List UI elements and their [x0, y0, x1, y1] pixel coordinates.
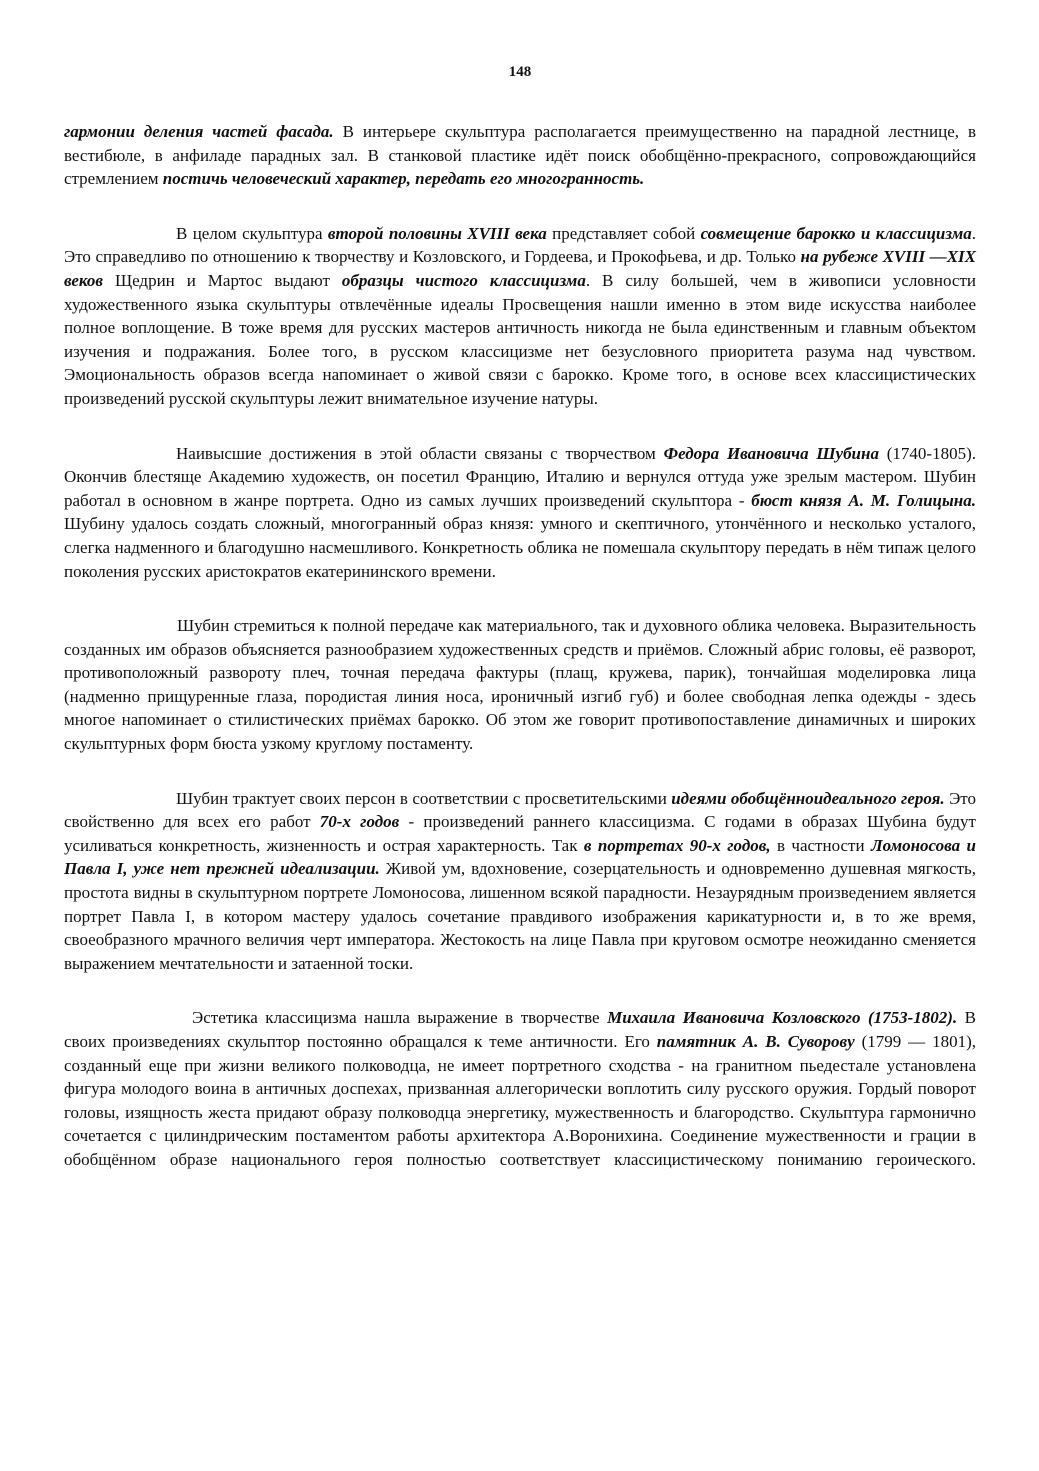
paragraph: [64, 1006, 976, 1171]
text-run: . Это справедливо по отношению к творчеству и Козловского, и Гордеева, и Прокофьева, и др. Только: [64, 223, 976, 267]
emphasized-text: идеями обобщённоидеального героя.: [671, 788, 945, 808]
text-run: Шубину удалось создать сложный, многогранный образ князя: умного и скептичного, утончённого и несколько усталого, слегка надменного и благодушно насмешливого. Конкретность облика не помешала скульптору передать в нём типаж целого поколения русских аристократов екатерининского времени.: [64, 514, 976, 581]
text-run: В целом скульптура: [176, 223, 328, 243]
text-run: В своих произведениях скульптор постоянно обращался к теме античности. Его: [64, 1008, 977, 1051]
paragraph: [64, 442, 976, 584]
emphasized-text: постичь человеческий характер, передать его многогранность.: [162, 169, 645, 189]
body-text: [64, 120, 976, 1172]
text-run: - произведений раннего классицизма. С годами в образах Шубина будут усиливаться конкретность, жизненность и острая характерность. Так: [64, 812, 976, 855]
emphasized-text: памятник А. В. Суворову: [656, 1032, 855, 1051]
emphasized-text: Федора Ивановича Шубина: [663, 443, 879, 463]
page-number: 148: [508, 64, 532, 80]
text-run: (1740-1805). Окончив блестяще Академию художеств, он посетил Францию, Италию и вернулся оттуда уже зрелым мастером. Шубин работал в основном в жанре портрета. Одно из самых лучших произведений скульптора -: [64, 443, 977, 510]
paragraph: [64, 614, 976, 756]
text-run: (1799 — 1801), созданный еще при жизни великого полководца, не имеет портретного сходства - на гранитном пьедестале установлена фигура молодого воина в античных доспехах, призванная аллегорически воплотить силу русского оружия. Гордый поворот головы, изящность жеста придают образу полководца энергетику, мужественность и благородство. Скульптура гармонично сочетается с цилиндрическим постаментом работы архитектора А.Воронихина. Соединение мужественности и грации в обобщённом образе национального героя полностью соответствует классицистическому пониманию героического.: [64, 1032, 977, 1169]
emphasized-text: образцы чистого классицизма: [341, 270, 586, 290]
emphasized-text: в портретах 90-х годов,: [583, 835, 771, 855]
text-run: В интерьере скульптура располагается преимущественно на парадной лестнице, в вестибюле, в анфиладе парадных зал. В станковой пластике идёт поиск обобщённо-прекрасного, сопровождающийся стремлением: [64, 122, 976, 189]
document-page: [64, 62, 976, 1203]
text-run: представляет собой: [546, 223, 701, 243]
emphasized-text: совмещение барокко и классицизма: [700, 223, 972, 243]
paragraph: [64, 222, 976, 411]
emphasized-text: второй половины XVIII века: [327, 223, 547, 243]
emphasized-text: Ломоносова и Павла I, уже нет прежней идеализации.: [64, 835, 976, 879]
text-run: Шубин стремиться к полной передаче как материального, так и духовного облика человека. Выразительность созданных им образов объясняется разнообразием художественных средств и приёмов. Сложный абрис головы, её разворот, противоположный развороту плеч, точная передача фактуры (плащ, кружева, парик), тончайшая моделировка лица (надменно прищуренные глаза, породистая линия носа, ироничный изгиб губ) и более свободная лепка одежды - здесь многое напоминает о стилистических приёмах барокко. Об этом же говорит противопоставление динамичных и широких скульптурных форм бюста узкому круглому постаменту.: [64, 616, 976, 754]
emphasized-text: 70-х годов: [319, 812, 400, 832]
emphasized-text: бюст князя А. М. Голицына.: [751, 490, 976, 510]
paragraph: [64, 787, 976, 976]
text-run: Наивысшие достижения в этой области связаны с творчеством: [176, 443, 664, 463]
emphasized-text: Михаила Ивановича Козловского (1753-1802).: [607, 1008, 958, 1028]
emphasized-text: на рубеже XVIII —XIX веков: [64, 247, 976, 290]
text-run: Эстетика классицизма нашла выражение в творчестве: [192, 1008, 608, 1028]
text-run: Шубин трактует своих персон в соответствии с просветительскими: [176, 788, 672, 808]
emphasized-text: гармонии деления частей фасада.: [64, 122, 334, 141]
paragraph: [64, 120, 976, 191]
text-run: Живой ум, вдохновение, созерцательность и одновременно душевная мягкость, простота видны в скульптурном портрете Ломоносова, лишенном всякой парадности. Незаурядным произведением является портрет Павла I, в котором мастеру удалось сочетание правдивого изображения карикатурности и, в то же время, своеобразного мрачного величия черт императора. Жестокость на лице Павла при круговом осмотре неожиданно сменяется выражением мечтательности и затаенной тоски.: [64, 859, 977, 973]
text-run: Щедрин и Мартос выдают: [103, 270, 342, 290]
text-run: в частности: [770, 835, 871, 855]
text-run: Это свойственно для всех его работ: [64, 788, 976, 832]
text-run: . В силу большей, чем в живописи условности художественного языка скульптуры отвлечённые идеалы Просвещения нашли именно в этом виде искусства наиболее полное воплощение. В тоже время для русских мастеров античность никогда не была единственным и главным объектом изучения и подражания. Более того, в русском классицизме нет безусловного приоритета разума над чувством. Эмоциональность образов всегда напоминает о живой связи с барокко. Кроме того, в основе всех классицистических произведений русской скульптуры лежит внимательное изучение натуры.: [64, 270, 976, 408]
